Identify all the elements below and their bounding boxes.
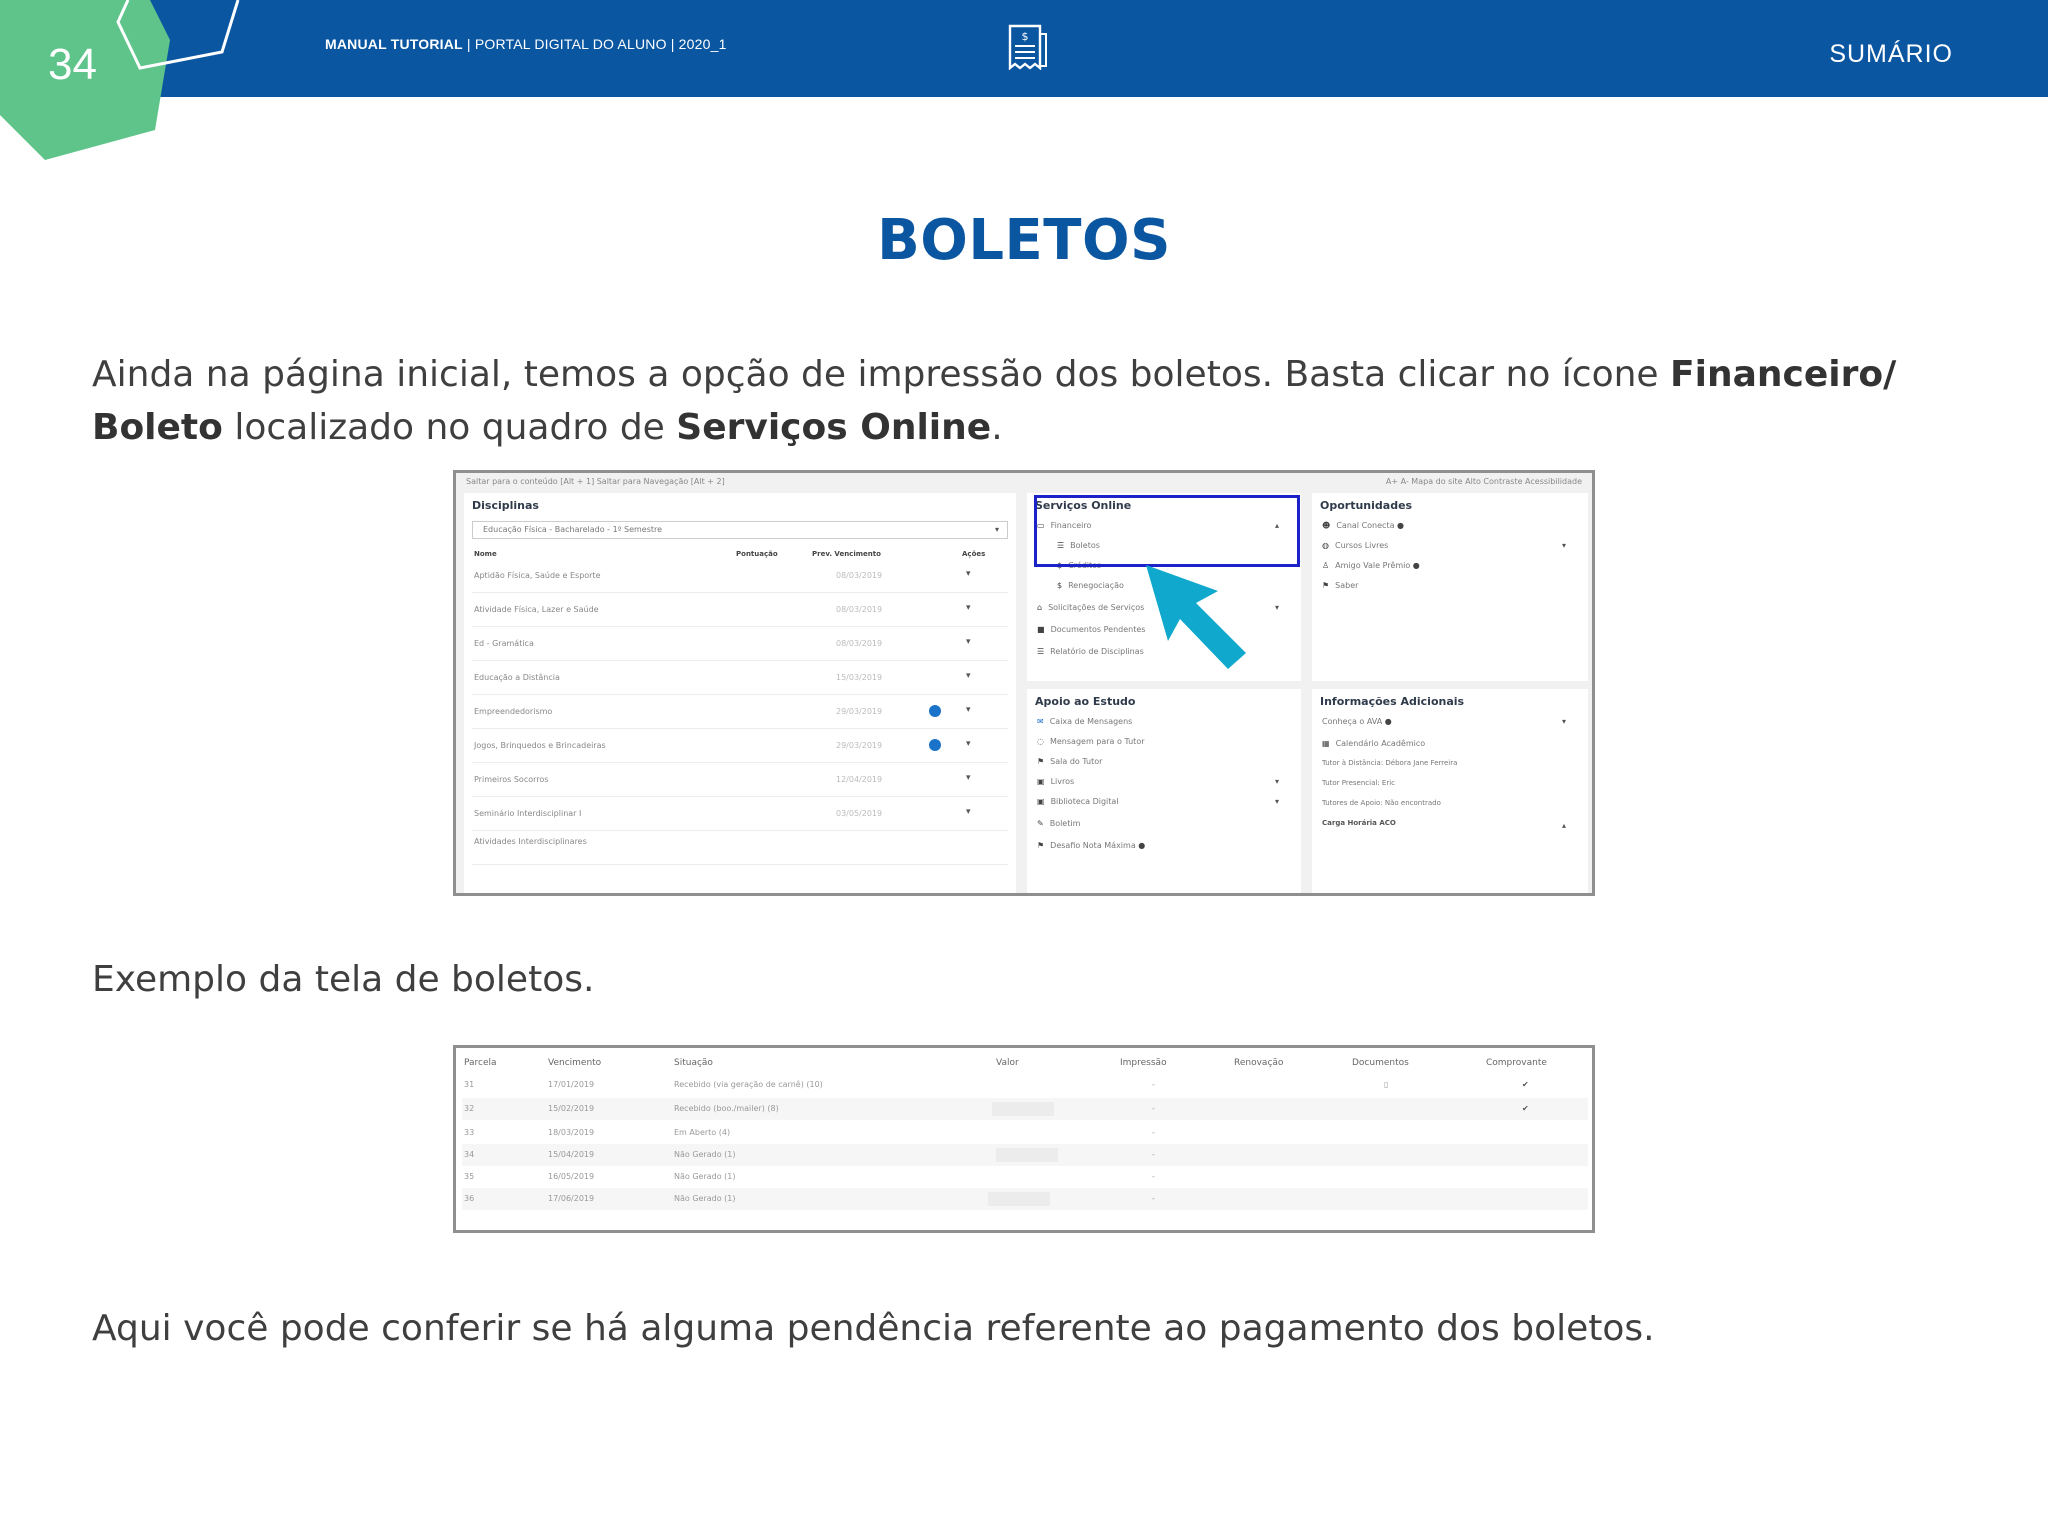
discipline-name: Empreendedorismo	[474, 707, 553, 716]
bell-icon: ⌂	[1037, 603, 1043, 612]
financeiro-highlight-box	[1034, 495, 1300, 567]
chevron-down-icon[interactable]: ▾	[1274, 797, 1279, 806]
impressao: -	[1152, 1194, 1155, 1203]
discipline-date: 08/03/2019	[836, 605, 883, 614]
servicos-online-title: Serviços Online	[1035, 499, 1132, 512]
check-icon[interactable]: ✔	[1522, 1104, 1529, 1113]
course-select[interactable]	[472, 521, 1008, 539]
impressao: -	[1152, 1172, 1155, 1181]
intro-text-3: .	[991, 407, 1003, 448]
tutor-presencial: Tutor Presencial: Eric	[1322, 779, 1396, 787]
sumario-link[interactable]: SUMÁRIO	[1829, 40, 1953, 68]
impressao: -	[1152, 1150, 1155, 1159]
col-nome: Nome	[474, 550, 497, 558]
chevron-down-icon[interactable]: ▾	[966, 569, 971, 579]
page-title: BOLETOS	[877, 208, 1171, 273]
chevron-down-icon[interactable]: ▾	[966, 603, 971, 613]
discipline-name: Primeiros Socorros	[474, 775, 549, 784]
chat-icon: ◌	[1037, 737, 1044, 746]
menu-item-creditos[interactable]: $ Créditos	[1057, 561, 1102, 570]
edit-icon: ✎	[1037, 819, 1044, 828]
col-parcela: Parcela	[464, 1058, 497, 1068]
col-situacao: Situação	[674, 1058, 713, 1068]
vencimento: 15/02/2019	[548, 1104, 595, 1113]
valor-redacted	[992, 1102, 1054, 1116]
menu-item-relatorio[interactable]: ☰ Relatório de Disciplinas	[1037, 647, 1144, 656]
users-icon: ☻	[1322, 521, 1331, 530]
table-row[interactable]	[472, 559, 1008, 593]
table-row[interactable]	[472, 729, 1008, 763]
discipline-name: Seminário Interdisciplinar I	[474, 809, 582, 818]
impressao: -	[1152, 1128, 1155, 1137]
accessibility-links: A+ A- Mapa do site Alto Contraste Acessibilidade	[1385, 477, 1582, 486]
intro-bold-servicos: Serviços Online	[676, 407, 992, 448]
info-icon: ●	[1138, 841, 1146, 850]
info-icon: ●	[1397, 521, 1405, 530]
menu-item-solicitacoes[interactable]: ⌂ Solicitações de Serviços	[1037, 603, 1145, 612]
table-row[interactable]	[462, 1098, 1588, 1120]
skip-links: Saltar para o conteúdo [Alt + 1] Saltar para Navegação [Alt + 2]	[466, 477, 725, 486]
menu-item-biblioteca[interactable]: ▣ Biblioteca Digital	[1037, 797, 1119, 806]
info-icon: ●	[1412, 561, 1420, 570]
discipline-name: Jogos, Brinquedos e Brincadeiras	[474, 741, 606, 750]
parcela: 33	[464, 1128, 475, 1137]
parcela: 31	[464, 1080, 475, 1089]
tutor-distancia: Tutor à Distância: Débora Jane Ferreira	[1322, 759, 1458, 767]
info-icon[interactable]	[929, 739, 941, 751]
situacao: Recebido (via geração de carnê) (10)	[674, 1080, 823, 1089]
chevron-down-icon[interactable]: ▾	[966, 807, 971, 817]
discipline-date: 08/03/2019	[836, 639, 883, 648]
globe-icon: ◍	[1322, 541, 1329, 550]
col-renovacao: Renovação	[1234, 1058, 1284, 1068]
discipline-date: 29/03/2019	[836, 741, 883, 750]
chevron-down-icon[interactable]: ▾	[966, 705, 971, 715]
table-row[interactable]	[472, 763, 1008, 797]
parcela: 34	[464, 1150, 475, 1159]
col-acoes: Ações	[962, 550, 986, 558]
mail-icon: ✉	[1037, 717, 1044, 726]
info-icon: ●	[1384, 717, 1392, 726]
intro-paragraph	[92, 348, 1972, 454]
valor-redacted	[996, 1148, 1058, 1162]
document-tag-bold: MANUAL TUTORIAL	[325, 36, 463, 52]
menu-item-livros[interactable]: ▣ Livros	[1037, 777, 1075, 786]
oportunidades-panel	[1312, 493, 1588, 681]
col-vencimento: Prev. Vencimento	[812, 550, 881, 558]
closing-paragraph: Aqui você pode conferir se há alguma pendência referente ao pagamento dos boletos.	[92, 1308, 1655, 1349]
discipline-date: 12/04/2019	[836, 775, 883, 784]
situacao: Em Aberto (4)	[674, 1128, 731, 1137]
discipline-name: Ed - Gramática	[474, 639, 534, 648]
parcela: 36	[464, 1194, 475, 1203]
menu-item-boletim[interactable]: ✎ Boletim	[1037, 819, 1081, 828]
vencimento: 16/05/2019	[548, 1172, 595, 1181]
vencimento: 17/06/2019	[548, 1194, 595, 1203]
menu-item-sala-tutor[interactable]: ⚑ Sala do Tutor	[1037, 757, 1103, 766]
menu-item-documentos[interactable]: ■ Documentos Pendentes	[1037, 625, 1146, 634]
check-icon[interactable]: ✔	[1522, 1080, 1529, 1089]
discipline-name: Atividades Interdisciplinares	[474, 837, 587, 846]
course-select-value: Educação Física - Bacharelado - 1º Semestre	[483, 525, 663, 534]
menu-item-amigo-vale-premio[interactable]: ♙ Amigo Vale Prêmio ●	[1322, 561, 1420, 570]
informacoes-title: Informações Adicionais	[1320, 695, 1465, 708]
apoio-estudo-title: Apoio ao Estudo	[1035, 695, 1136, 708]
list-icon: ☰	[1037, 647, 1045, 656]
table-row[interactable]	[472, 797, 1008, 831]
vencimento: 17/01/2019	[548, 1080, 595, 1089]
menu-item-mensagem-tutor[interactable]: ◌ Mensagem para o Tutor	[1037, 737, 1145, 746]
menu-item-saber[interactable]: ⚑ Saber	[1322, 581, 1359, 590]
menu-item-desafio[interactable]: ⚑ Desafio Nota Máxima ●	[1037, 841, 1146, 850]
intro-text-2: localizado no quadro de	[222, 407, 677, 448]
discipline-date: 08/03/2019	[836, 571, 883, 580]
book-icon: ▣	[1037, 777, 1045, 786]
disciplinas-title: Disciplinas	[472, 499, 539, 512]
svg-text:$: $	[1021, 30, 1029, 43]
discipline-name: Atividade Física, Lazer e Saúde	[474, 605, 599, 614]
discipline-date: 15/03/2019	[836, 673, 883, 682]
apoio-estudo-panel	[1027, 689, 1301, 895]
col-valor: Valor	[996, 1058, 1019, 1068]
menu-item-cursos-livres[interactable]: ◍ Cursos Livres	[1322, 541, 1389, 550]
col-pontuacao: Pontuação	[736, 550, 778, 558]
col-vencimento: Vencimento	[548, 1058, 602, 1068]
menu-item-financeiro[interactable]: ▭ Financeiro	[1037, 521, 1092, 530]
dollar-icon: $	[1057, 581, 1063, 590]
disciplinas-panel	[464, 493, 1016, 895]
document-tag	[325, 36, 727, 52]
menu-item-boletos[interactable]: ☰ Boletos	[1057, 541, 1100, 550]
intro-text-1: Ainda na página inicial, temos a opção de impressão dos boletos. Basta clicar no ícone	[92, 354, 1671, 395]
situacao: Não Gerado (1)	[674, 1172, 736, 1181]
vencimento: 18/03/2019	[548, 1128, 595, 1137]
chevron-down-icon: ▾	[994, 525, 999, 534]
chevron-down-icon[interactable]: ▾	[966, 671, 971, 681]
table-row[interactable]	[472, 627, 1008, 661]
chevron-up-icon[interactable]: ▴	[1274, 521, 1279, 530]
menu-item-renegociacao[interactable]: $ Renegociação	[1057, 581, 1124, 590]
flag-icon: ⚑	[1037, 757, 1045, 766]
chevron-down-icon[interactable]: ▾	[1274, 603, 1279, 612]
parcela: 32	[464, 1104, 475, 1113]
table-row[interactable]	[472, 593, 1008, 627]
table-row[interactable]	[472, 661, 1008, 695]
info-icon[interactable]	[929, 705, 941, 717]
menu-item-caixa-mensagens[interactable]: ✉ Caixa de Mensagens	[1037, 717, 1133, 726]
informacoes-panel	[1312, 689, 1588, 895]
col-documentos: Documentos	[1352, 1058, 1409, 1068]
chevron-down-icon[interactable]: ▾	[966, 637, 971, 647]
table-row[interactable]	[462, 1144, 1588, 1166]
boletos-table-screenshot	[453, 1045, 1595, 1233]
chevron-down-icon[interactable]: ▾	[966, 739, 971, 749]
chevron-down-icon[interactable]: ▾	[966, 773, 971, 783]
discipline-date: 03/05/2019	[836, 809, 883, 818]
book-icon: ▣	[1037, 797, 1045, 806]
discipline-name: Educação a Distância	[474, 673, 560, 682]
page-badge	[0, 0, 260, 165]
menu-item-canal-conecta[interactable]: ☻ Canal Conecta ●	[1322, 521, 1405, 530]
document-icon[interactable]: ▯	[1384, 1080, 1389, 1089]
table-row[interactable]	[462, 1122, 1588, 1144]
chevron-down-icon[interactable]: ▾	[1561, 541, 1566, 550]
money-icon: ▭	[1037, 521, 1045, 530]
chevron-down-icon[interactable]: ▾	[1561, 717, 1566, 726]
dollar-icon: $	[1057, 561, 1063, 570]
flag-icon: ⚑	[1322, 581, 1330, 590]
folder-icon: ■	[1037, 625, 1045, 634]
discipline-name: Aptidão Física, Saúde e Esporte	[474, 571, 601, 580]
chevron-down-icon[interactable]: ▾	[1274, 777, 1279, 786]
carga-horaria: Carga Horária ACO	[1322, 819, 1396, 827]
col-comprovante: Comprovante	[1486, 1058, 1547, 1068]
table-row[interactable]	[462, 1188, 1588, 1210]
list-icon: ☰	[1057, 541, 1065, 550]
intro-bold-financeiro: Financeiro/ Boleto	[92, 354, 1897, 448]
impressao: -	[1152, 1080, 1155, 1089]
menu-item-calendario[interactable]: ▦ Calendário Acadêmico	[1322, 739, 1426, 748]
discipline-date: 29/03/2019	[836, 707, 883, 716]
flag-icon: ⚑	[1037, 841, 1045, 850]
situacao: Não Gerado (1)	[674, 1194, 736, 1203]
calendar-icon: ▦	[1322, 739, 1330, 748]
situacao: Recebido (boo./mailer) (8)	[674, 1104, 779, 1113]
document-tag-rest: | PORTAL DIGITAL DO ALUNO | 2020_1	[462, 36, 727, 52]
table-row[interactable]	[472, 695, 1008, 729]
oportunidades-title: Oportunidades	[1320, 499, 1413, 512]
vencimento: 15/04/2019	[548, 1150, 595, 1159]
parcela: 35	[464, 1172, 475, 1181]
tutores-apoio: Tutores de Apoio: Não encontrado	[1322, 799, 1441, 807]
impressao: -	[1152, 1104, 1155, 1113]
page-number: 34	[48, 40, 97, 89]
situacao: Não Gerado (1)	[674, 1150, 736, 1159]
example-caption: Exemplo da tela de boletos.	[92, 959, 595, 1000]
table-row[interactable]	[472, 831, 1008, 865]
valor-redacted	[988, 1192, 1050, 1206]
menu-item-conheca-ava[interactable]: Conheça o AVA ●	[1322, 717, 1392, 726]
col-impressao: Impressão	[1120, 1058, 1167, 1068]
pointer-arrow-icon	[1146, 565, 1256, 675]
thumbs-up-icon: ♙	[1322, 561, 1330, 570]
portal-screenshot	[453, 470, 1595, 896]
chevron-up-icon[interactable]: ▴	[1561, 821, 1566, 830]
table-row[interactable]	[462, 1074, 1588, 1096]
table-row[interactable]	[462, 1166, 1588, 1188]
receipt-icon	[1006, 24, 1048, 70]
